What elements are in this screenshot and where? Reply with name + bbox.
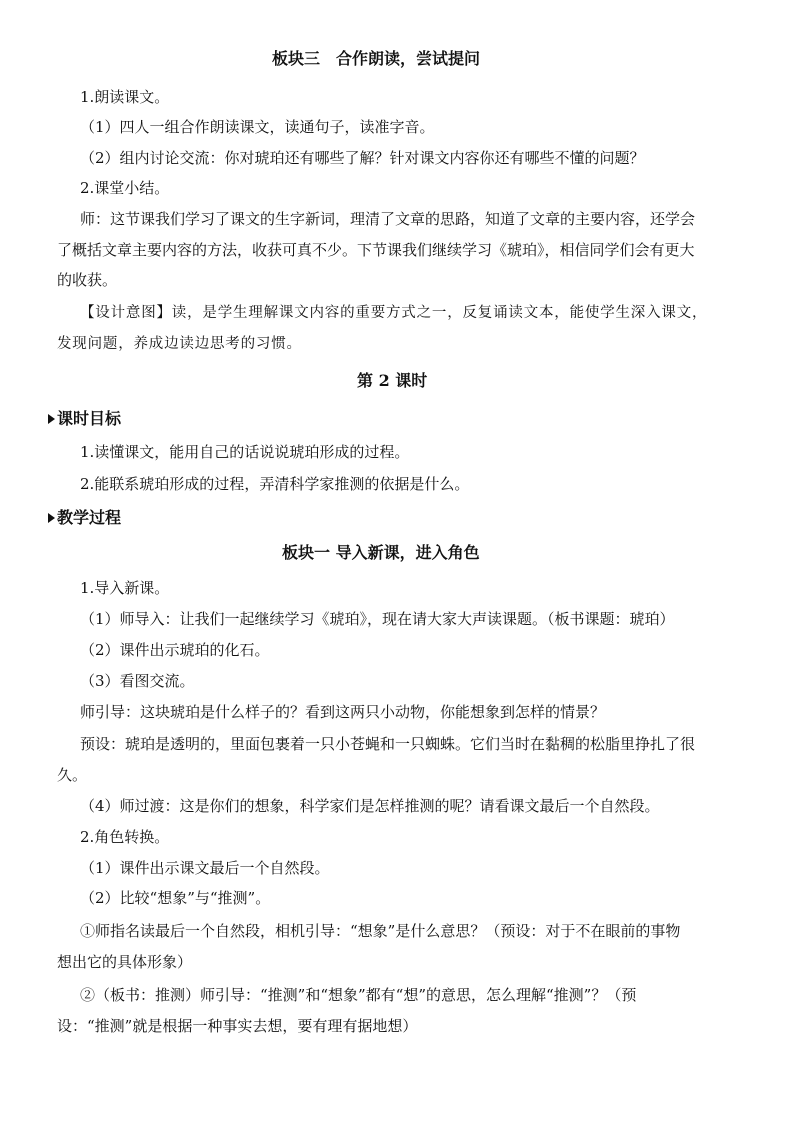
process-heading-text: 教学过程 xyxy=(57,508,122,527)
block3-title: 板块三 合作朗读，尝试提问 xyxy=(272,49,481,68)
block1-item-1-2: （2）课件出示琥珀的化石。 xyxy=(80,641,270,659)
block1-item-1: 1.导入新课。 xyxy=(80,579,170,597)
block3-item-1: 1.朗读课文。 xyxy=(80,88,170,106)
preset-line-1: 预设：琥珀是透明的，里面包裹着一只小苍蝇和一只蜘蛛。它们当时在黏稠的松脂里挣扎了很 xyxy=(80,735,696,753)
lesson2-title: 第 2 课时 xyxy=(357,371,428,390)
circled-1-line-1: ①师指名读最后一个自然段，相机引导：“想象”是什么意思？（预设：对于不在眼前的事物 xyxy=(80,922,681,940)
block1-item-2: 2.角色转换。 xyxy=(80,828,170,846)
block1-item-1-3: （3）看图交流。 xyxy=(80,672,195,690)
preset-line-2: 久。 xyxy=(57,766,88,784)
block1-title: 板块一 导入新课，进入角色 xyxy=(282,543,480,562)
process-heading xyxy=(48,508,121,528)
block3-item-1-2: （2）组内讨论交流：你对琥珀还有哪些了解？针对课文内容你还有哪些不懂的问题？ xyxy=(80,149,645,167)
triangle-bullet-icon xyxy=(48,414,55,424)
design-intent-line-1: 【设计意图】读，是学生理解课文内容的重要方式之一，反复诵读文本，能使学生深入课文， xyxy=(80,305,708,321)
block1-item-2-1: （1）课件出示课文最后一个自然段。 xyxy=(80,859,330,877)
circled-1-line-2: 想出它的具体形象） xyxy=(57,953,193,971)
circled-2-line-2: 设：“推测”就是根据一种事实去想，要有理有据地想） xyxy=(57,1017,418,1035)
goal-heading xyxy=(48,409,121,429)
block1-item-1-1: （1）师导入：让我们一起继续学习《琥珀》，现在请大家大声读课题。（板书课题：琥珀） xyxy=(80,610,675,628)
summary-line-1: 师：这节课我们学习了课文的生字新词，理清了文章的思路，知道了文章的主要内容，还学会 xyxy=(80,210,696,228)
circled-2-line-1: ②（板书：推测）师引导：“推测”和“想象”都有“想”的意思，怎么理解“推测”？（预 xyxy=(80,986,637,1004)
design-intent-line-2: 发现问题，养成边读边思考的习惯。 xyxy=(57,336,302,352)
summary-line-2: 了概括文章主要内容的方法，收获可真不少。下节课我们继续学习《琥珀》，相信同学们会有更大 xyxy=(57,241,695,259)
triangle-bullet-icon xyxy=(48,513,55,523)
block3-item-1-1: （1）四人一组合作朗读课文，读通句子，读准字音。 xyxy=(80,118,435,136)
block3-item-2: 2.课堂小结。 xyxy=(80,179,170,197)
summary-line-3: 的收获。 xyxy=(57,271,118,289)
teacher-guide: 师引导：这块琥珀是什么样子的？看到这两只小动物，你能想象到怎样的情景？ xyxy=(80,703,606,721)
goal-1: 1.读懂课文，能用自己的话说说琥珀形成的过程。 xyxy=(80,443,410,461)
block1-item-1-4: （4）师过渡：这是你们的想象，科学家们是怎样推测的呢？请看课文最后一个自然段。 xyxy=(80,797,660,815)
block1-item-2-2: （2）比较“想象”与“推测”。 xyxy=(80,889,271,907)
goal-heading-text: 课时目标 xyxy=(57,409,122,428)
goal-2: 2.能联系琥珀形成的过程，弄清科学家推测的依据是什么。 xyxy=(80,475,470,493)
